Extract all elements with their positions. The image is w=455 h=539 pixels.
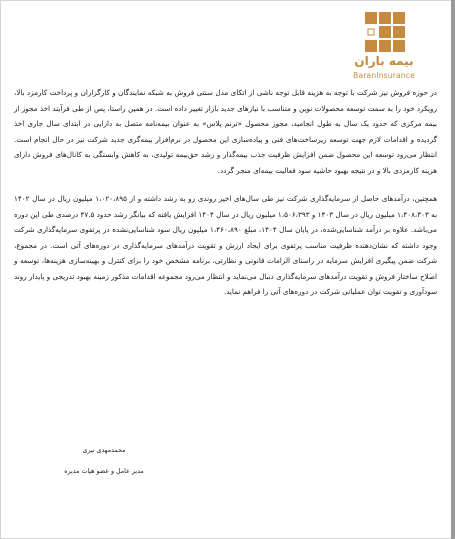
- baran-insurance-logo: [350, 12, 418, 87]
- paragraph-investment: همچنین، درآمدهای حاصل از سرمایه‌گذاری شرکت نیز طی سال‌های اخیر روندی رو به رشد داشته و از ۱،۰۲۰،۸۹۵ میلیون ریال در سال ۱۴۰۲ به ۱،۴۰۸،۳۰۳ میلیون ریال در سال ۱۴۰۳ و ۱،۵۰۶،۳۹۳ میلیون ریال در سال ۱۴۰۴ افزایش یافته که بیانگر رشد حدود ۴۷.۵ درصدی طی این دوره می‌باشد. علاوه بر درآمد شناسایی‌شده، در پایان سال ۱۴۰۴، مبلغ ۱،۴۶۰،۸۹۰ میلیون ریال سود شناسایی‌نشده در پرتفوی سرمایه‌گذاری شرکت وجود داشته که نشان‌دهنده ظرفیت مناسب پرتفوی برای ایجاد ارزش و تقویت درآمدهای سرمایه‌گذاری در دوره‌های آتی است. در مجموع، شرکت ضمن پیگیری افزایش سرمایه در راستای الزامات قانونی و نظارتی، برنامه مشخص خود را برای کنترل و بهینه‌سازی هزینه‌ها، توسعه و اصلاح ساختار فروش و تقویت درآمدهای سرمایه‌گذاری دنبال می‌نماید و انتظار می‌رود مجموعه اقدامات مذکور زمینه بهبود تدریجی و پایدار روند سودآوری و تقویت توان عملیاتی شرکت در دوره‌های آتی را فراهم نماید.: [14, 194, 438, 296]
- paragraph-sales: در حوزه فروش نیز شرکت با توجه به هزینه قابل توجه ناشی از اتکای مدل سنتی فروش به شبکه نمایندگان و کارگزاران و پرداخت کارمزد بالا، رویکرد خود را به سمت توسعه محصولات نوین و متناسب با نیازهای جدید بازار تغییر داده است. در همین راستا، پس از طی فرآیند اخذ مجوز از بیمه مرکزی که حدود یک سال به طول انجامید، مجوز محصول «ترنم پلاس» به عنوان بیمه‌نامه متصل به دارایی در ابتدای سال جاری اخذ گردیده و اقدامات لازم جهت توسعه زیرساخت‌های فنی و پیاده‌سازی این محصول در نرم‌افزار بیمه‌گری جدید شرکت نیز در حال انجام است. انتظار می‌رود توسعه این محصول ضمن افزایش ظرفیت جذب بیمه‌گذار و رشد حق‌بیمه تولیدی، به کاهش وابستگی به کانال‌های فروش دارای هزینه کارمزدی بالا و در نتیجه بهبود حاشیه سود فعالیت بیمه‌ای منجر گردد.: [14, 88, 437, 175]
- letter-body: [14, 85, 437, 313]
- signatory-name: محمدمهدی نیری: [82, 447, 126, 454]
- logo-text-en: BaranInsurance: [353, 71, 415, 80]
- logo-mark-icon: [365, 12, 405, 52]
- logo-text-fa: بیمه باران: [354, 54, 414, 68]
- signatory-title: مدیر عامل و عضو هیات مدیره: [64, 468, 144, 475]
- scrollbar-edge[interactable]: [451, 0, 455, 539]
- signature-block: [34, 447, 174, 475]
